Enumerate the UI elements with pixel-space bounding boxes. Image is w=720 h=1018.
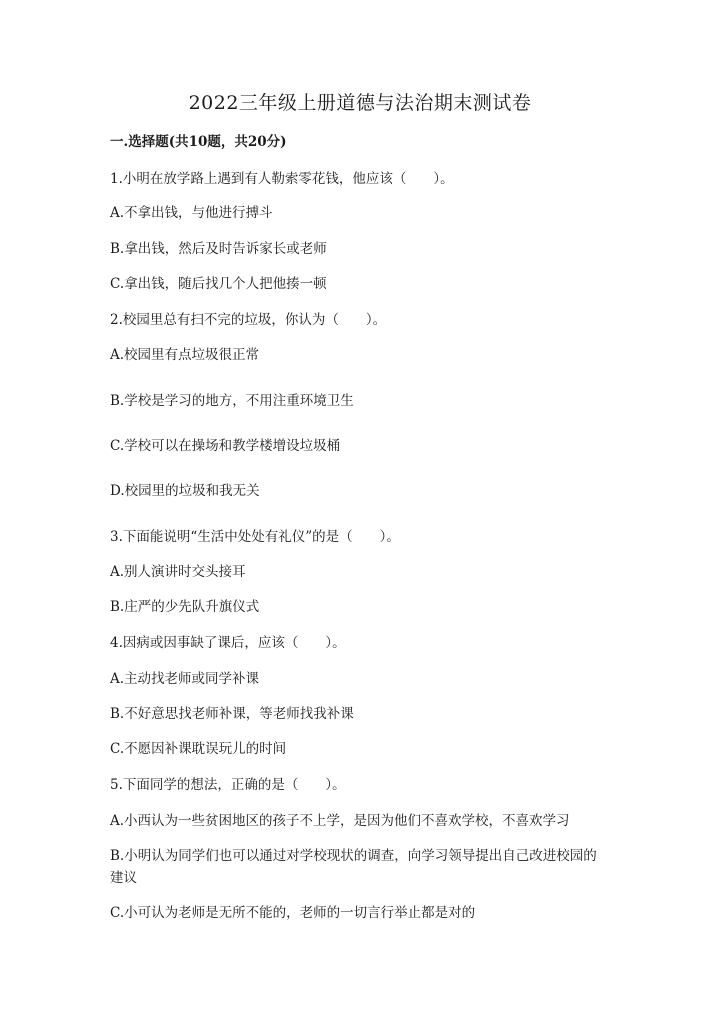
question-4-option-b: B.不好意思找老师补课，等老师找我补课 — [110, 706, 354, 722]
question-4-stem: 4.因病或因事缺了课后，应该（ ）。 — [110, 635, 346, 651]
question-3-option-b: B.庄严的少先队升旗仪式 — [110, 599, 260, 615]
question-2-option-c: C.学校可以在操场和教学楼增设垃圾桶 — [110, 438, 341, 454]
question-2-option-a: A.校园里有点垃圾很正常 — [110, 347, 260, 363]
question-1-option-b: B.拿出钱，然后及时告诉家长或老师 — [110, 241, 327, 257]
question-2-option-d: D.校园里的垃圾和我无关 — [110, 483, 260, 499]
question-1-stem: 1.小明在放学路上遇到有人勒索零花钱，他应该（ ）。 — [110, 171, 454, 187]
question-2-stem: 2.校园里总有扫不完的垃圾，你认为（ ）。 — [110, 312, 387, 328]
question-5-option-c: C.小可认为老师是无所不能的，老师的一切言行举止都是对的 — [110, 905, 476, 921]
question-5-stem: 5.下面同学的想法，正确的是（ ）。 — [110, 777, 346, 793]
question-1-option-c: C.拿出钱，随后找几个人把他揍一顿 — [110, 276, 327, 292]
question-3-stem: 3.下面能说明“生活中处处有礼仪”的是（ ）。 — [110, 529, 400, 545]
question-4-option-a: A.主动找老师或同学补课 — [110, 671, 260, 687]
question-5-option-b: B.小明认为同学们也可以通过对学校现状的调查，向学习领导提出自己改进校园的建议 — [110, 848, 597, 886]
question-4-option-c: C.不愿因补课耽误玩儿的时间 — [110, 741, 287, 757]
section-heading: 一.选择题(共10题，共20分) — [110, 134, 287, 150]
question-3-option-a: A.别人演讲时交头接耳 — [110, 564, 246, 580]
page-title: 2022三年级上册道德与法治期末测试卷 — [188, 92, 532, 114]
question-1-option-a: A.不拿出钱，与他进行搏斗 — [110, 205, 273, 221]
question-2-option-b: B.学校是学习的地方，不用注重环境卫生 — [110, 393, 354, 409]
question-5-option-a: A.小西认为一些贫困地区的孩子不上学，是因为他们不喜欢学校，不喜欢学习 — [110, 813, 570, 829]
